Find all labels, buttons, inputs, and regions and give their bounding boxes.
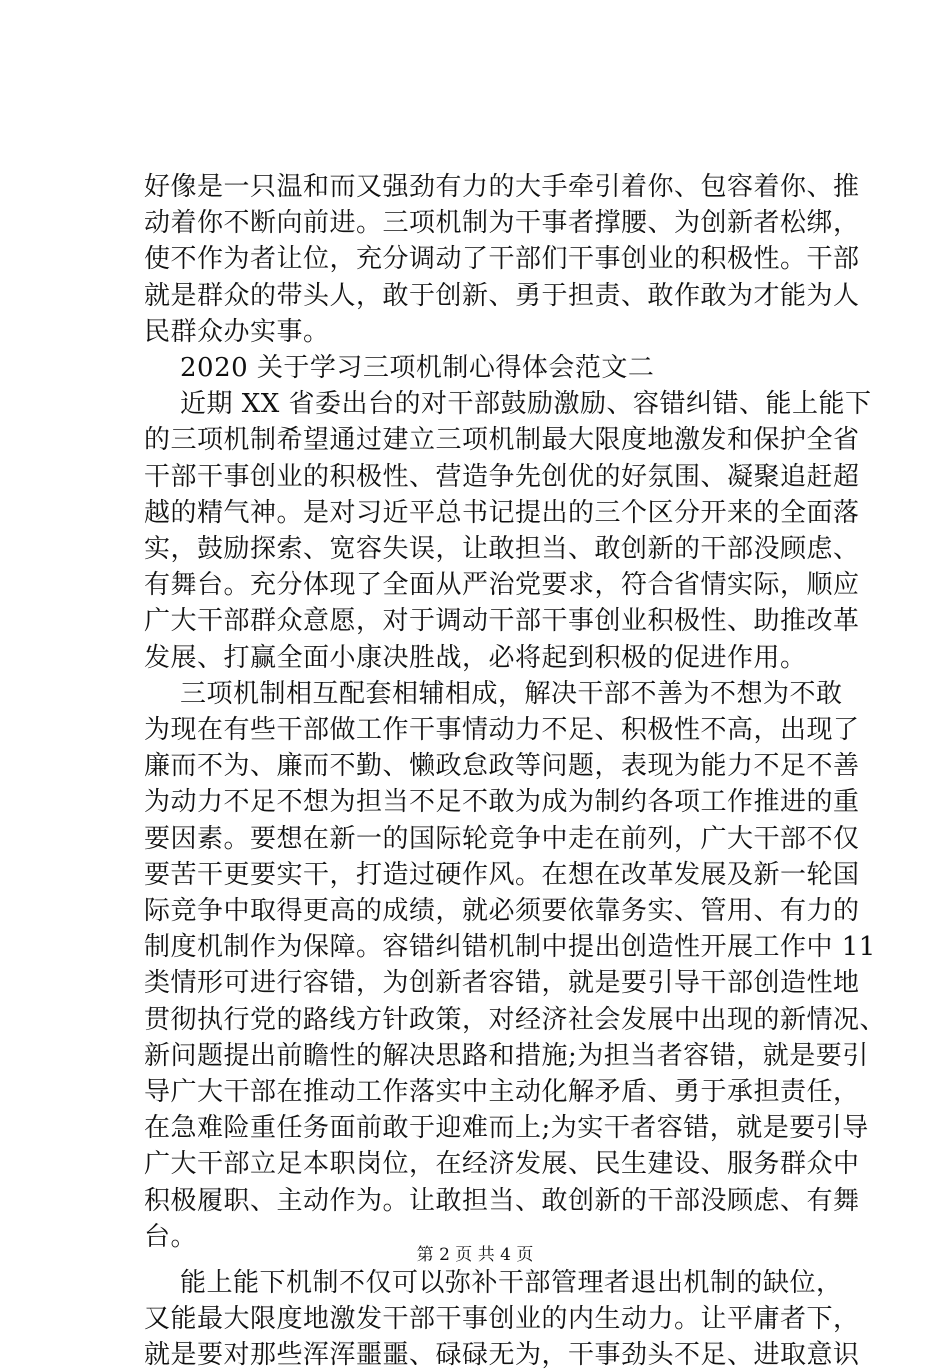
text-line: 2020 关于学习三项机制心得体会范文二: [180, 353, 655, 383]
text-line: 台。: [144, 1222, 198, 1252]
text-line: 三项机制相互配套相辅相成，解决干部不善为不想为不敢: [180, 679, 843, 709]
text-line: 广大干部群众意愿，对于调动干部干事创业积极性、助推改革: [144, 606, 860, 636]
text-line: 积极履职、主动作为。让敢担当、敢创新的干部没顾虑、有舞: [144, 1186, 860, 1216]
text-line: 就是要对那些浑浑噩噩、碌碌无为，干事劲头不足、进取意识: [144, 1340, 860, 1370]
text-line: 干部干事创业的积极性、营造争先创优的好氛围、凝聚追赶超: [144, 462, 860, 492]
text-line: 导广大干部在推动工作落实中主动化解矛盾、勇于承担责任，: [144, 1077, 860, 1107]
page-footer: 第 2 页 共 4 页: [416, 1245, 534, 1265]
text-line: 要因素。要想在新一的国际轮竞争中走在前列，广大干部不仅: [144, 824, 860, 854]
text-line: 越的精气神。是对习近平总书记提出的三个区分开来的全面落: [144, 498, 860, 528]
text-line: 的三项机制希望通过建立三项机制最大限度地激发和保护全省: [144, 425, 860, 455]
text-line: 为现在有些干部做工作干事情动力不足、积极性不高，出现了: [144, 715, 860, 745]
text-line: 廉而不为、廉而不勤、懒政怠政等问题，表现为能力不足不善: [144, 751, 860, 781]
text-line: 能上能下机制不仅可以弥补干部管理者退出机制的缺位，: [180, 1268, 843, 1298]
text-line: 发展、打赢全面小康决胜战，必将起到积极的促进作用。: [144, 643, 807, 673]
text-line: 又能最大限度地激发干部干事创业的内生动力。让平庸者下，: [144, 1304, 860, 1334]
text-line: 类情形可进行容错，为创新者容错，就是要引导干部创造性地: [144, 968, 860, 998]
text-line: 民群众办实事。: [144, 317, 330, 347]
text-line: 贯彻执行党的路线方针政策，对经济社会发展中出现的新情况、: [144, 1005, 887, 1035]
text-line: 际竞争中取得更高的成绩，就必须要依靠务实、管用、有力的: [144, 896, 860, 926]
text-line: 为动力不足不想为担当不足不敢为成为制约各项工作推进的重: [144, 787, 860, 817]
text-line: 好像是一只温和而又强劲有力的大手牵引着你、包容着你、推: [144, 172, 860, 202]
text-line: 实，鼓励探索、宽容失误，让敢担当、敢创新的干部没顾虑、: [144, 534, 860, 564]
text-line: 制度机制作为保障。容错纠错机制中提出创造性开展工作中 11: [144, 932, 876, 962]
text-line: 广大干部立足本职岗位，在经济发展、民生建设、服务群众中: [144, 1149, 860, 1179]
text-line: 新问题提出前瞻性的解决思路和措施;为担当者容错，就是要引: [144, 1041, 869, 1071]
text-line: 在急难险重任务面前敢于迎难而上;为实干者容错，就是要引导: [144, 1113, 869, 1143]
text-line: 使不作为者让位，充分调动了干部们干事创业的积极性。干部: [144, 244, 860, 274]
text-line: 近期 XX 省委出台的对干部鼓励激励、容错纠错、能上能下: [180, 389, 872, 419]
text-line: 动着你不断向前进。三项机制为干事者撑腰、为创新者松绑，: [144, 208, 860, 238]
text-line: 要苦干更要实干，打造过硬作风。在想在改革发展及新一轮国: [144, 860, 860, 890]
text-line: 有舞台。充分体现了全面从严治党要求，符合省情实际，顺应: [144, 570, 860, 600]
text-line: 就是群众的带头人，敢于创新、勇于担责、敢作敢为才能为人: [144, 281, 860, 311]
